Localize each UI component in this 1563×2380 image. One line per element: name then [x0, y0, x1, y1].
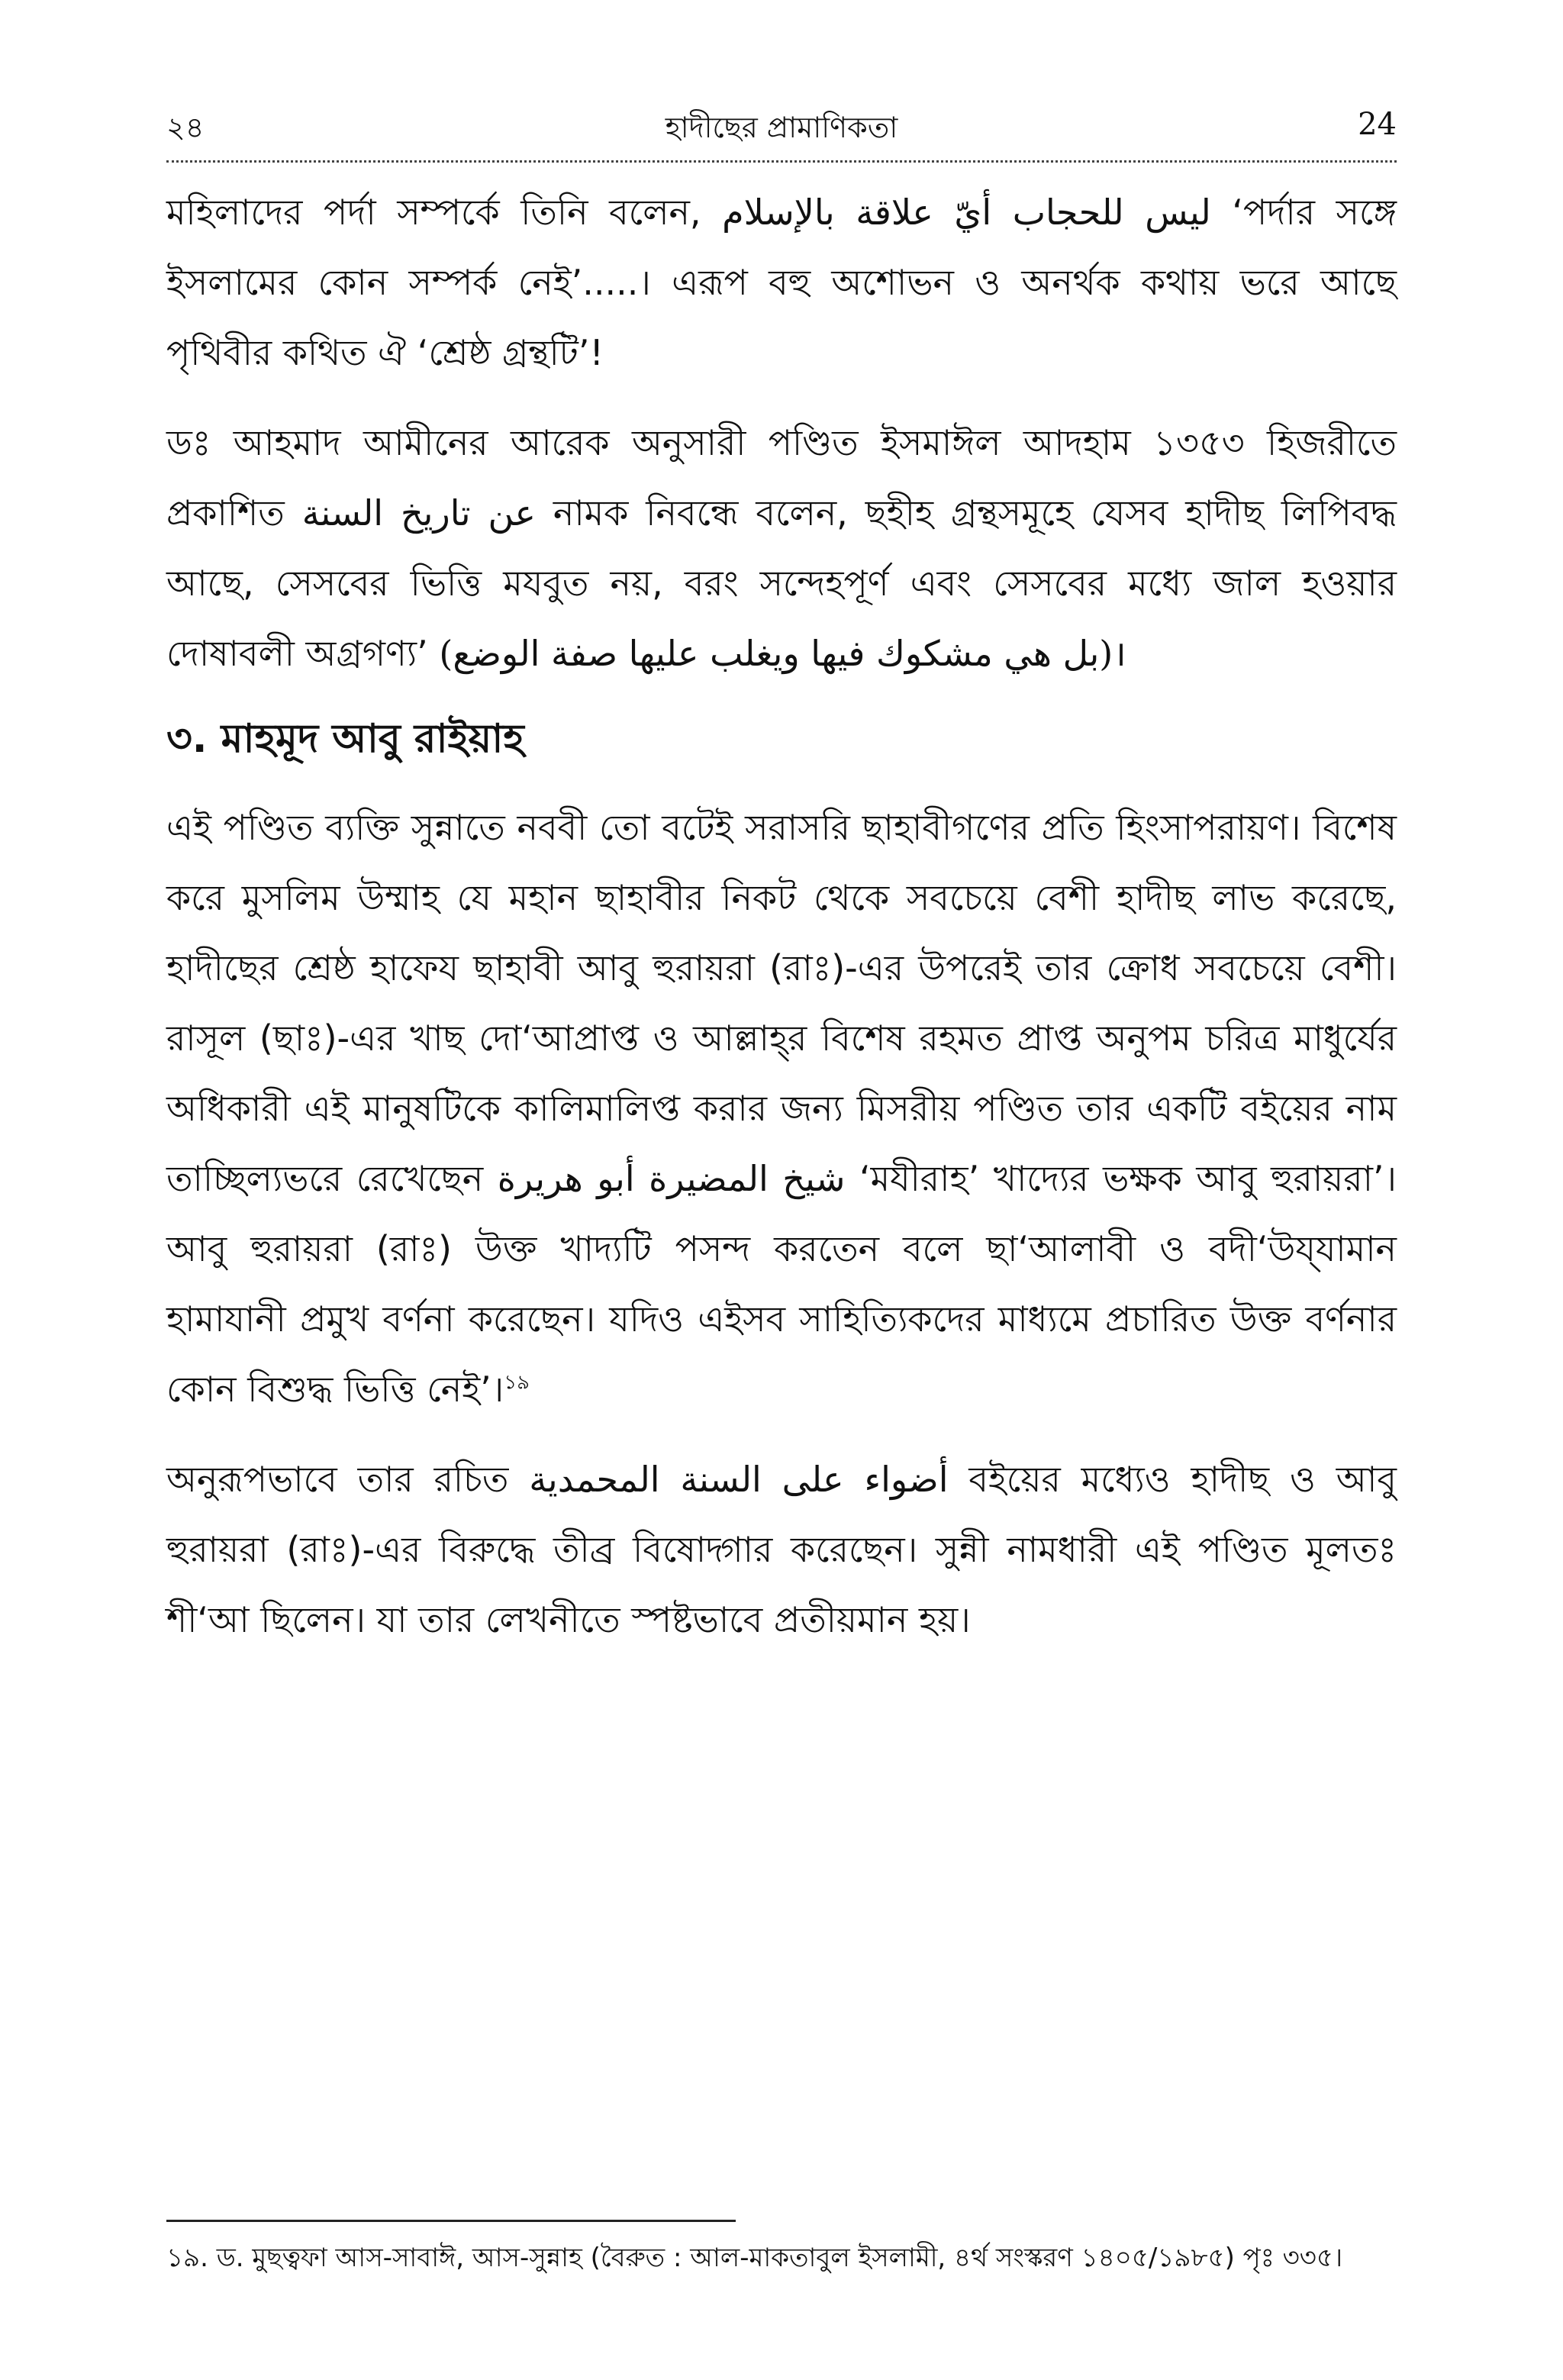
text-run: অনুরূপভাবে তার রচিত [166, 1459, 509, 1500]
paragraph-purdah [166, 177, 1397, 388]
main-text [166, 177, 1397, 1675]
arabic-book-title: شيخ المضيرة أبو هريرة [497, 1158, 846, 1199]
text-run: এই পণ্ডিত ব্যক্তি সুন্নাতে নববী তো বটেই সরাসরি ছাহাবীগণের প্রতি হিংসাপরায়ণ। বিশেষ করে মুসলিম উম্মাহ যে মহান ছাহাবীর নিকট থেকে সবচেয়ে বেশী হাদীছ লাভ করেছে, হাদীছের শ্রেষ্ঠ হাফেয ছাহাবী আবু হুরায়রা (রাঃ)-এর উপরেই তার ক্রোধ সবচেয়ে বেশী। রাসূল (ছাঃ)-এর খাছ দো‘আপ্রাপ্ত ও আল্লাহ্‌র বিশেষ রহমত প্রাপ্ত অনুপম চরিত্র মাধুর্যের অধিকারী এই মানুষটিকে কালিমালিপ্ত করার জন্য মিসরীয় পণ্ডিত তার একটি বইয়ের নাম তাচ্ছিল্যভরে রেখেছেন [166, 807, 1397, 1199]
text-run: ‘মযীরাহ’ খাদ্যের ভক্ষক আবু হুরায়রা’। আবু হুরায়রা (রাঃ) উক্ত খাদ্যটি পসন্দ করতেন বলে ছা‘আলাবী ও বদী‘উয্‌যামান হামাযানী প্রমুখ বর্ণনা করেছেন। যদিও এইসব সাহিত্যিকদের মাধ্যমে প্রচারিত উক্ত বর্ণনার কোন বিশুদ্ধ ভিত্তি নেই’। [166, 1158, 1397, 1410]
footnote: ১৯. ড. মুছত্বফা আস-সাবাঈ, আস-সুন্নাহ (বৈরুত : আল-মাকতাবুল ইসলামী, ৪র্থ সংস্করণ ১৪০৫/১৯৮৫) পৃঃ ৩৩৫। [166, 2243, 1343, 2273]
text-run: । [1113, 633, 1126, 674]
section-heading: ৩. মাহমূদ আবু রাইয়াহ [166, 716, 524, 762]
text-run: ‘পর্দার সঙ্গে ইসলামের কোন সম্পর্ক নেই’.....। এরূপ বহু অশোভন ও অনর্থক কথায় ভরে আছে পৃথিবীর কথিত ঐ ‘শ্রেষ্ঠ গ্রন্থটি’! [166, 192, 1397, 373]
footnote-divider [166, 2220, 736, 2222]
footnote-reference[interactable]: ১৯ [504, 1371, 530, 1395]
paragraph-adwa [166, 1444, 1397, 1655]
page-number-bengali: ২৪ [166, 111, 205, 144]
arabic-book-title: أضواء على السنة المحمدية [529, 1459, 949, 1500]
arabic-quote: (بل هي مشكوك فيها ويغلب عليها صفة الوضع) [439, 633, 1113, 674]
text-run: মহিলাদের পর্দা সম্পর্কে তিনি বলেন, [166, 192, 701, 233]
arabic-quote: ليس للحجاب أيّ علاقة بالإسلام [722, 192, 1211, 233]
text-run: নামক নিবন্ধে বলেন, ছহীহ গ্রন্থসমূহে যেসব হাদীছ লিপিবদ্ধ আছে, সেসবের ভিত্তি মযবুত নয়, বরং সন্দেহপূর্ণ এবং সেসবের মধ্যে জাল হওয়ার দোষাবলী অগ্রগণ্য’ [166, 492, 1397, 674]
arabic-article-title: عن تاريخ السنة [301, 492, 536, 534]
paragraph-abu-rayyah [166, 792, 1397, 1424]
running-title: হাদীছের প্রামাণিকতা [665, 111, 898, 144]
text-run: ডঃ আহমাদ আমীনের আরেক অনুসারী পণ্ডিত ইসমাঈল আদহাম ১৩৫৩ হিজরীতে প্রকাশিত [166, 422, 1397, 534]
running-header [166, 105, 1397, 163]
text-run: বইয়ের মধ্যেও হাদীছ ও আবু হুরায়রা (রাঃ)-এর বিরুদ্ধে তীব্র বিষোদ্গার করেছেন। সুন্নী নামধারী এই পণ্ডিত মূলতঃ শী‘আ ছিলেন। যা তার লেখনীতে স্পষ্টভাবে প্রতীয়মান হয়। [166, 1459, 1397, 1640]
page-number-latin: 24 [1358, 107, 1397, 142]
paragraph-ismail-adham [166, 408, 1397, 689]
